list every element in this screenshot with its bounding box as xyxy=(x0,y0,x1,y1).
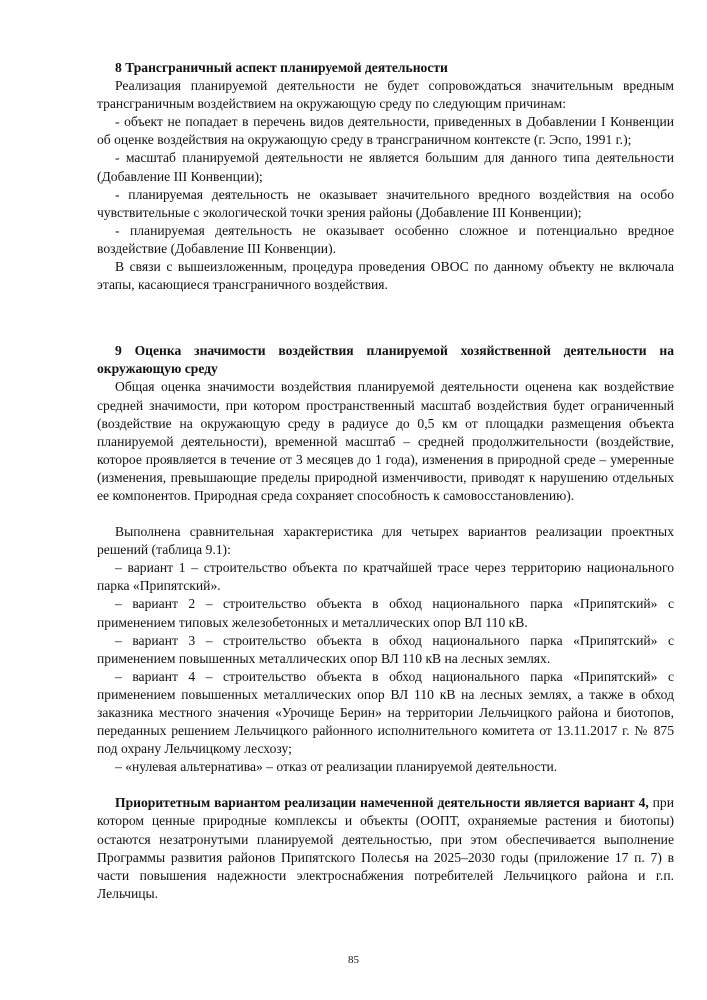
priority-paragraph xyxy=(97,794,674,903)
variant-item: – вариант 3 – строительство объекта в обход национального парка «Припятский» с применением повышенных металлических опор ВЛ 110 кВ на лесных землях. xyxy=(97,632,674,666)
paragraph-spacer xyxy=(97,776,674,794)
section-8-conclusion: В связи с вышеизложенным, процедура проведения ОВОС по данному объекту не включала этапы, касающиеся трансграничного воздействия. xyxy=(97,259,674,293)
section-8-intro: Реализация планируемой деятельности не будет сопровождаться значительным вредным трансграничным воздействием на окружающую среду по следующим причинам: xyxy=(97,78,674,112)
section-8-title: 8 Трансграничный аспект планируемой деятельности xyxy=(115,60,448,75)
page-content xyxy=(97,59,674,903)
variant-item: – вариант 2 – строительство объекта в обход национального парка «Припятский» с применением типовых железобетонных и металлических опор ВЛ 110 кВ. xyxy=(97,596,674,630)
variant-item: – вариант 4 – строительство объекта в обход национального парка «Припятский» с применением повышенных металлических опор ВЛ 110 кВ на лесных землях, а также в обход заказника местного значения «Урочище Берин» на территории Лельчицкого района и биотопов, переданных решением Лельчицкого районного исполнительного комитета от 13.11.2017 г. № 875 под охрану Лельчицкому лесхозу; xyxy=(97,668,674,757)
page-number: 85 xyxy=(348,954,359,966)
priority-lead: Приоритетным вариантом реализации намеченной деятельности является вариант 4, xyxy=(115,795,649,811)
paragraph-spacer xyxy=(97,505,674,523)
section-9-assessment: Общая оценка значимости воздействия планируемой деятельности оценена как воздействие средней значимости, при котором пространственный масштаб воздействия будет ограниченный (воздействие на окружающую среду в радиусе до 0,5 км от площадки размещения объекта планируемой деятельности), временной масштаб – средней продолжительности (воздействие, которое проявляется в течение от 3 месяцев до 1 года), изменения в природной среде – умеренные (изменения, превышающие пределы природной изменчивости, приводят к нарушению отдельных ее компонентов. Природная среда сохраняет способность к самовосстановлению). xyxy=(97,379,674,503)
section-8-bullet: - планируемая деятельность не оказывает особенно сложное и потенциально вредное воздействие (Добавление III Конвенции). xyxy=(97,222,674,256)
section-9-comparison-intro: Выполнена сравнительная характеристика для четырех вариантов реализации проектных решений (таблица 9.1): xyxy=(97,524,674,558)
section-9-title: 9 Оценка значимости воздействия планируемой хозяйственной деятельности на окружающую среду xyxy=(97,343,674,377)
section-8-bullet: - масштаб планируемой деятельности не является большим для данного типа деятельности (Добавление III Конвенции); xyxy=(97,150,674,184)
priority-rest: при котором ценные природные комплексы и объекты (ООПТ, охраняемые растения и биотопы) остаются незатронутыми планируемой деятельностью, при этом обеспечивается выполнение Программы развития районов Припятского Полесья на 2025–2030 годы (приложение 17 п. 7) в части повышения надежности электроснабжения потребителей Лельчицкого района и г.п. Лельчицы. xyxy=(97,795,674,901)
variant-item: – «нулевая альтернатива» – отказ от реализации планируемой деятельности. xyxy=(115,759,558,775)
variant-item: – вариант 1 – строительство объекта по кратчайшей трасе через территорию национального парка «Припятский». xyxy=(97,560,674,594)
section-8-bullet: - планируемая деятельность не оказывает значительного вредного воздействия на особо чувствительные с экологической точки зрения районы (Добавление III Конвенции); xyxy=(97,186,674,220)
section-spacer xyxy=(97,294,674,342)
section-8-bullet: - объект не попадает в перечень видов деятельности, приведенных в Добавлении I Конвенции об оценке воздействия на окружающую среду в трансграничном контексте (г. Эспо, 1991 г.); xyxy=(97,114,674,148)
